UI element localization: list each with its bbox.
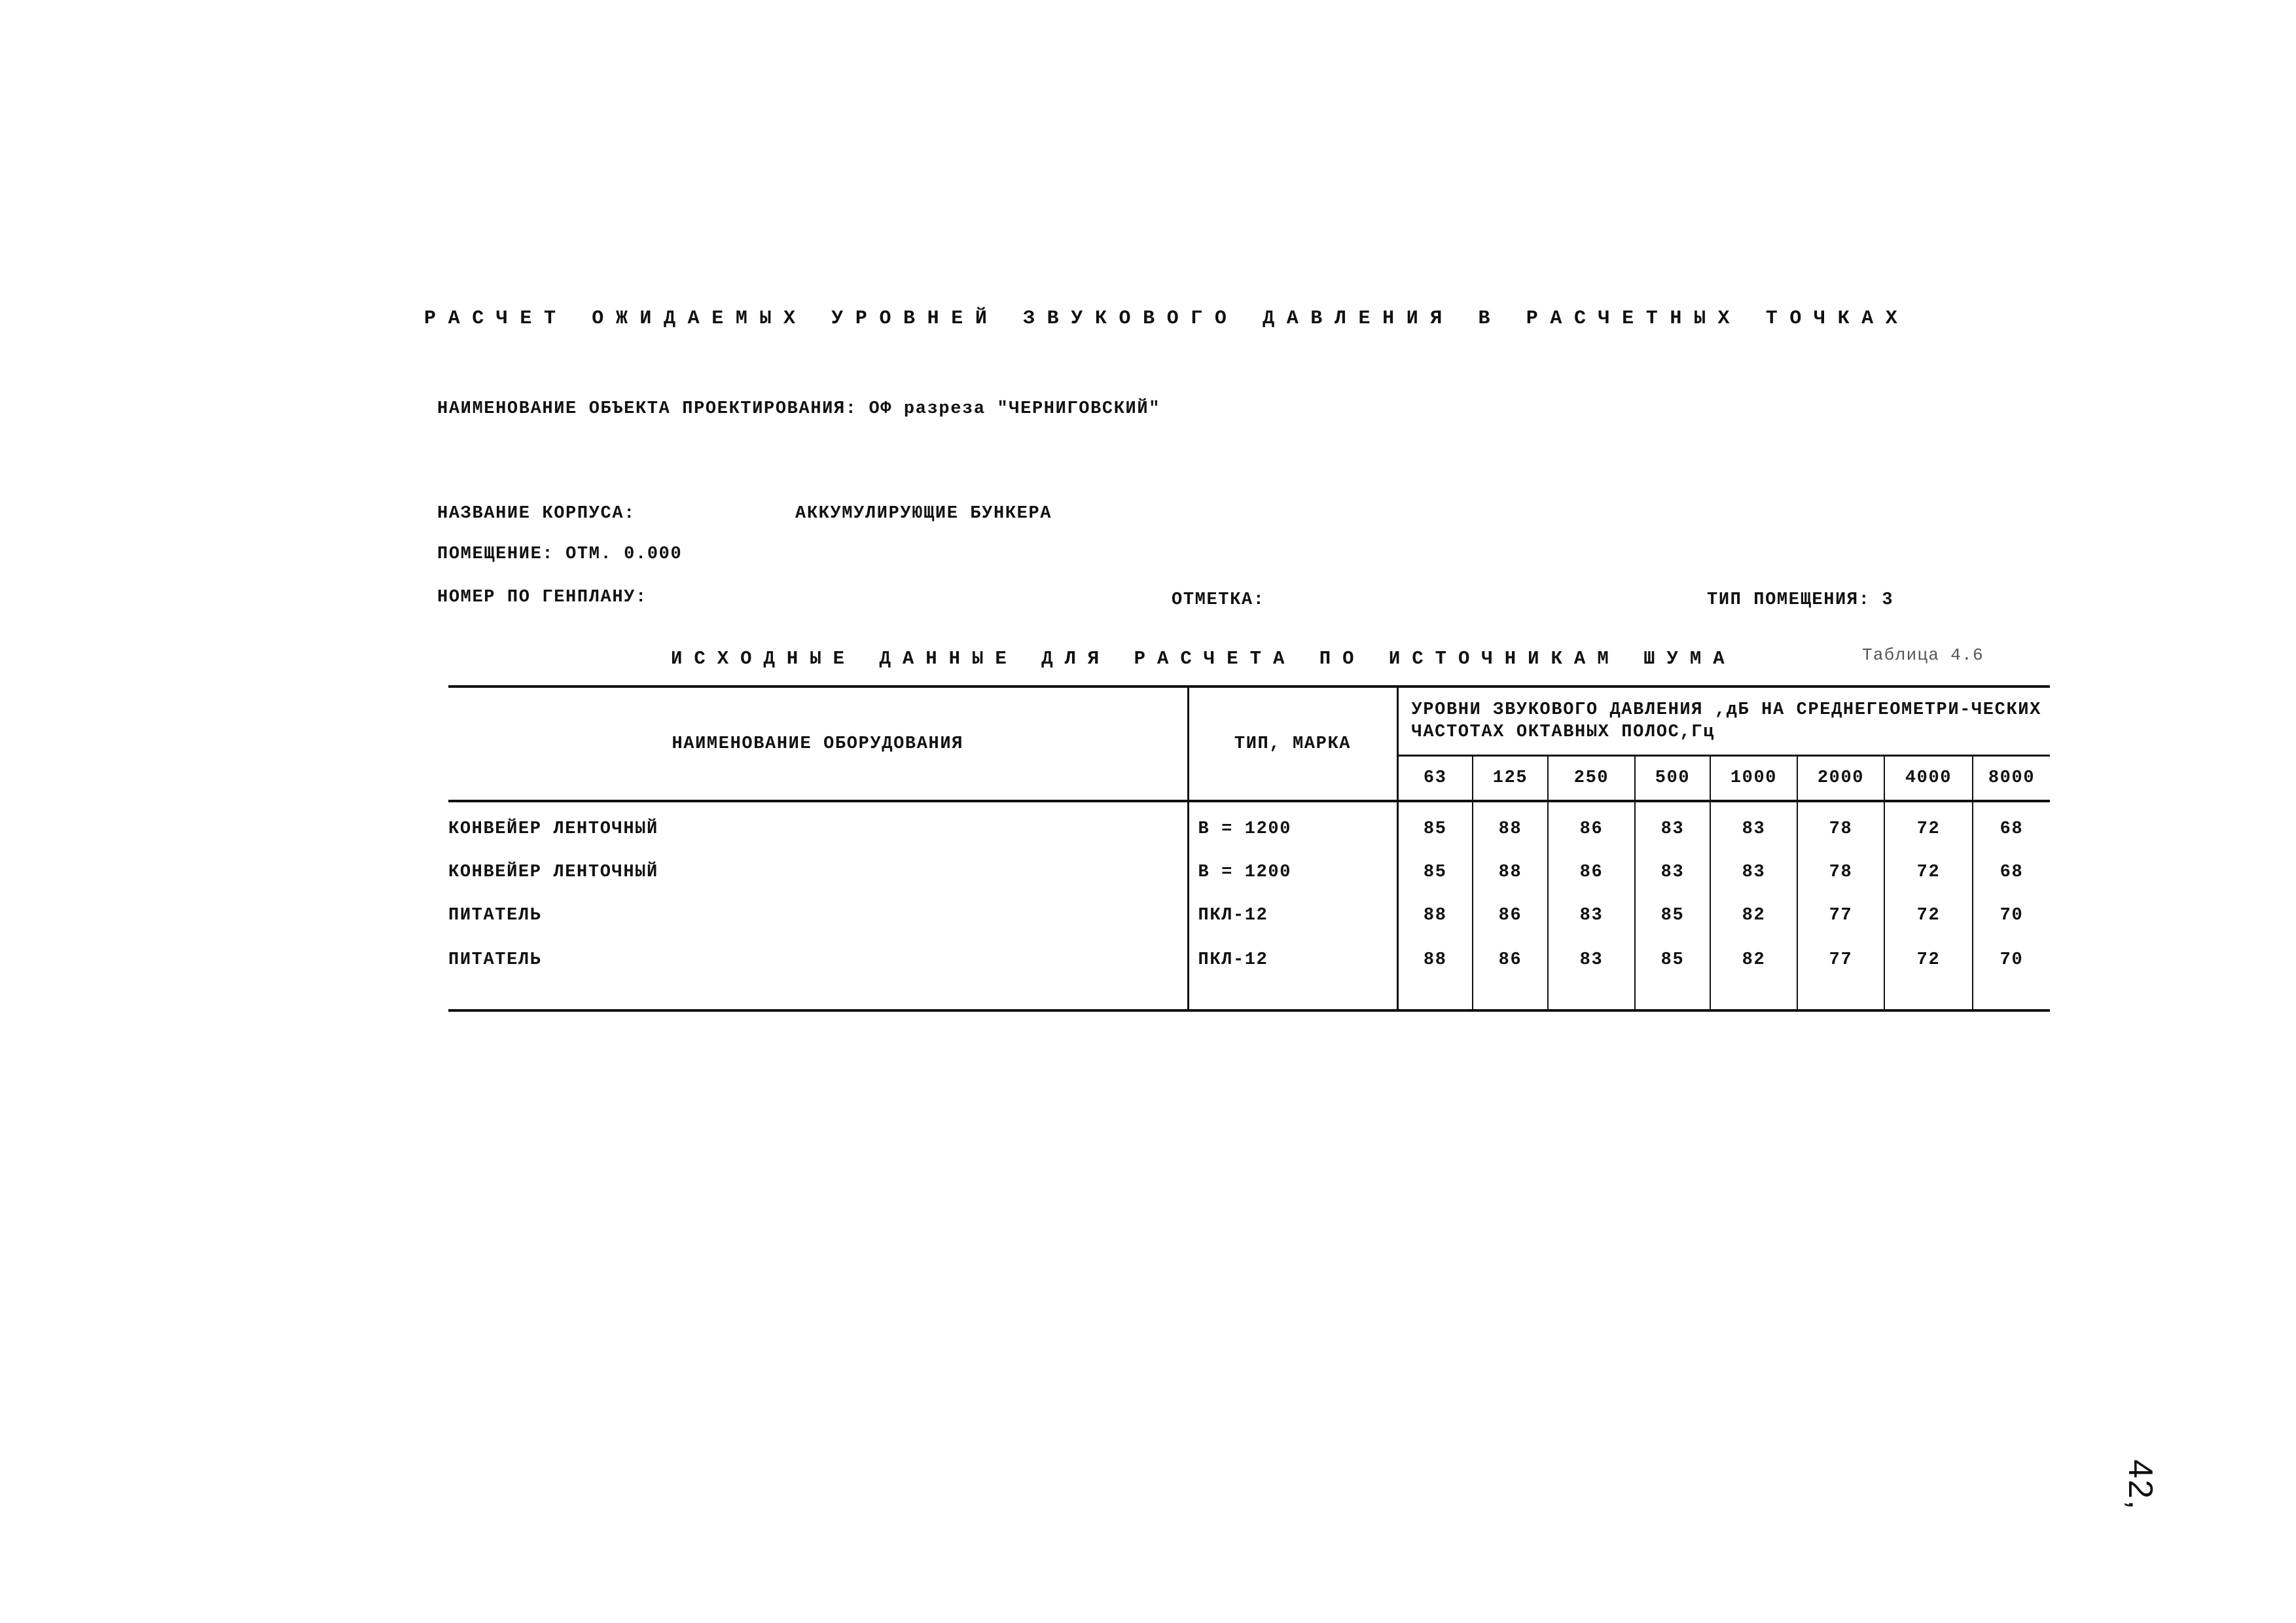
level-value: 72: [1884, 894, 1973, 937]
frequency-header: 4000: [1884, 756, 1973, 802]
page-number: 42,: [2121, 1459, 2159, 1511]
mark-label: ОТМЕТКА:: [1172, 590, 1265, 610]
level-value: 83: [1635, 851, 1710, 894]
table-row: [448, 801, 2050, 851]
level-value: 78: [1797, 851, 1884, 894]
level-value: 83: [1710, 851, 1797, 894]
table-row: [448, 937, 2050, 1010]
level-value: 88: [1473, 851, 1548, 894]
frequency-header: 63: [1397, 756, 1473, 802]
level-value: 85: [1397, 851, 1473, 894]
equipment-type: В = 1200: [1188, 851, 1397, 894]
table-number-label: Таблица 4.6: [1862, 645, 1984, 665]
level-value: 83: [1635, 801, 1710, 851]
room-type-value: 3: [1882, 590, 1894, 610]
equipment-name: КОНВЕЙЕР ЛЕНТОЧНЫЙ: [448, 819, 658, 839]
equipment-type: В = 1200: [1188, 801, 1397, 851]
frequency-header: 125: [1473, 756, 1548, 802]
level-value: 83: [1548, 894, 1635, 937]
level-value: 72: [1884, 801, 1973, 851]
level-value: 88: [1397, 937, 1473, 1010]
column-header-type: ТИП, МАРКА: [1188, 687, 1397, 801]
frequency-header: 2000: [1797, 756, 1884, 802]
equipment-type: ПКЛ-12: [1188, 894, 1397, 937]
level-value: 72: [1884, 851, 1973, 894]
level-value: 85: [1397, 801, 1473, 851]
room-type-line: [1707, 590, 1893, 610]
object-line: [437, 399, 1160, 419]
equipment-name: КОНВЕЙЕР ЛЕНТОЧНЫЙ: [448, 863, 658, 882]
level-value: 70: [1973, 894, 2050, 937]
level-value: 86: [1548, 801, 1635, 851]
plan-number-label: НОМЕР ПО ГЕНПЛАНУ:: [437, 588, 647, 607]
level-value: 86: [1473, 894, 1548, 937]
equipment-type: ПКЛ-12: [1188, 937, 1397, 1010]
level-value: 88: [1397, 894, 1473, 937]
level-value: 86: [1473, 937, 1548, 1010]
level-value: 77: [1797, 894, 1884, 937]
frequency-header: 250: [1548, 756, 1635, 802]
room-line: [437, 544, 682, 564]
level-value: 77: [1797, 937, 1884, 1010]
level-value: 68: [1973, 851, 2050, 894]
level-value: 82: [1710, 937, 1797, 1010]
column-header-equipment: НАИМЕНОВАНИЕ ОБОРУДОВАНИЯ: [448, 687, 1188, 801]
column-header-levels: УРОВНИ ЗВУКОВОГО ДАВЛЕНИЯ ,дБ НА СРЕДНЕГЕОМЕТРИ-ЧЕСКИХ ЧАСТОТАХ ОКТАВНЫХ ПОЛОС,Гц: [1397, 687, 2050, 756]
level-value: 83: [1548, 937, 1635, 1010]
object-value: ОФ разреза "ЧЕРНИГОВСКИЙ": [869, 399, 1161, 419]
room-type-label: ТИП ПОМЕЩЕНИЯ:: [1707, 590, 1871, 610]
equipment-name: ПИТАТЕЛЬ: [448, 906, 542, 925]
table-subtitle: ИСХОДНЫЕ ДАННЫЕ ДЛЯ РАСЧЕТА ПО ИСТОЧНИКАМ ШУМА: [671, 648, 1736, 669]
object-label: НАИМЕНОВАНИЕ ОБЪЕКТА ПРОЕКТИРОВАНИЯ:: [437, 399, 857, 419]
level-value: 85: [1635, 937, 1710, 1010]
table-row: [448, 851, 2050, 894]
building-value: АККУМУЛИРУЮЩИЕ БУНКЕРА: [795, 504, 1052, 524]
level-value: 70: [1973, 937, 2050, 1010]
level-value: 82: [1710, 894, 1797, 937]
table-row: [448, 894, 2050, 937]
level-value: 88: [1473, 801, 1548, 851]
frequency-header: 8000: [1973, 756, 2050, 802]
room-value: ОТМ. 0.000: [565, 544, 683, 564]
level-value: 86: [1548, 851, 1635, 894]
level-value: 85: [1635, 894, 1710, 937]
level-value: 68: [1973, 801, 2050, 851]
building-label: НАЗВАНИЕ КОРПУСА:: [437, 504, 636, 524]
level-value: 83: [1710, 801, 1797, 851]
level-value: 78: [1797, 801, 1884, 851]
frequency-header: 500: [1635, 756, 1710, 802]
frequency-header: 1000: [1710, 756, 1797, 802]
room-label: ПОМЕЩЕНИЕ:: [437, 544, 554, 564]
level-value: 72: [1884, 937, 1973, 1010]
equipment-name: ПИТАТЕЛЬ: [448, 937, 1188, 1010]
noise-sources-table: [448, 685, 2050, 1012]
page-title: РАСЧЕТ ОЖИДАЕМЫХ УРОВНЕЙ ЗВУКОВОГО ДАВЛЕНИЯ В РАСЧЕТНЫХ ТОЧКАХ: [424, 308, 1910, 330]
